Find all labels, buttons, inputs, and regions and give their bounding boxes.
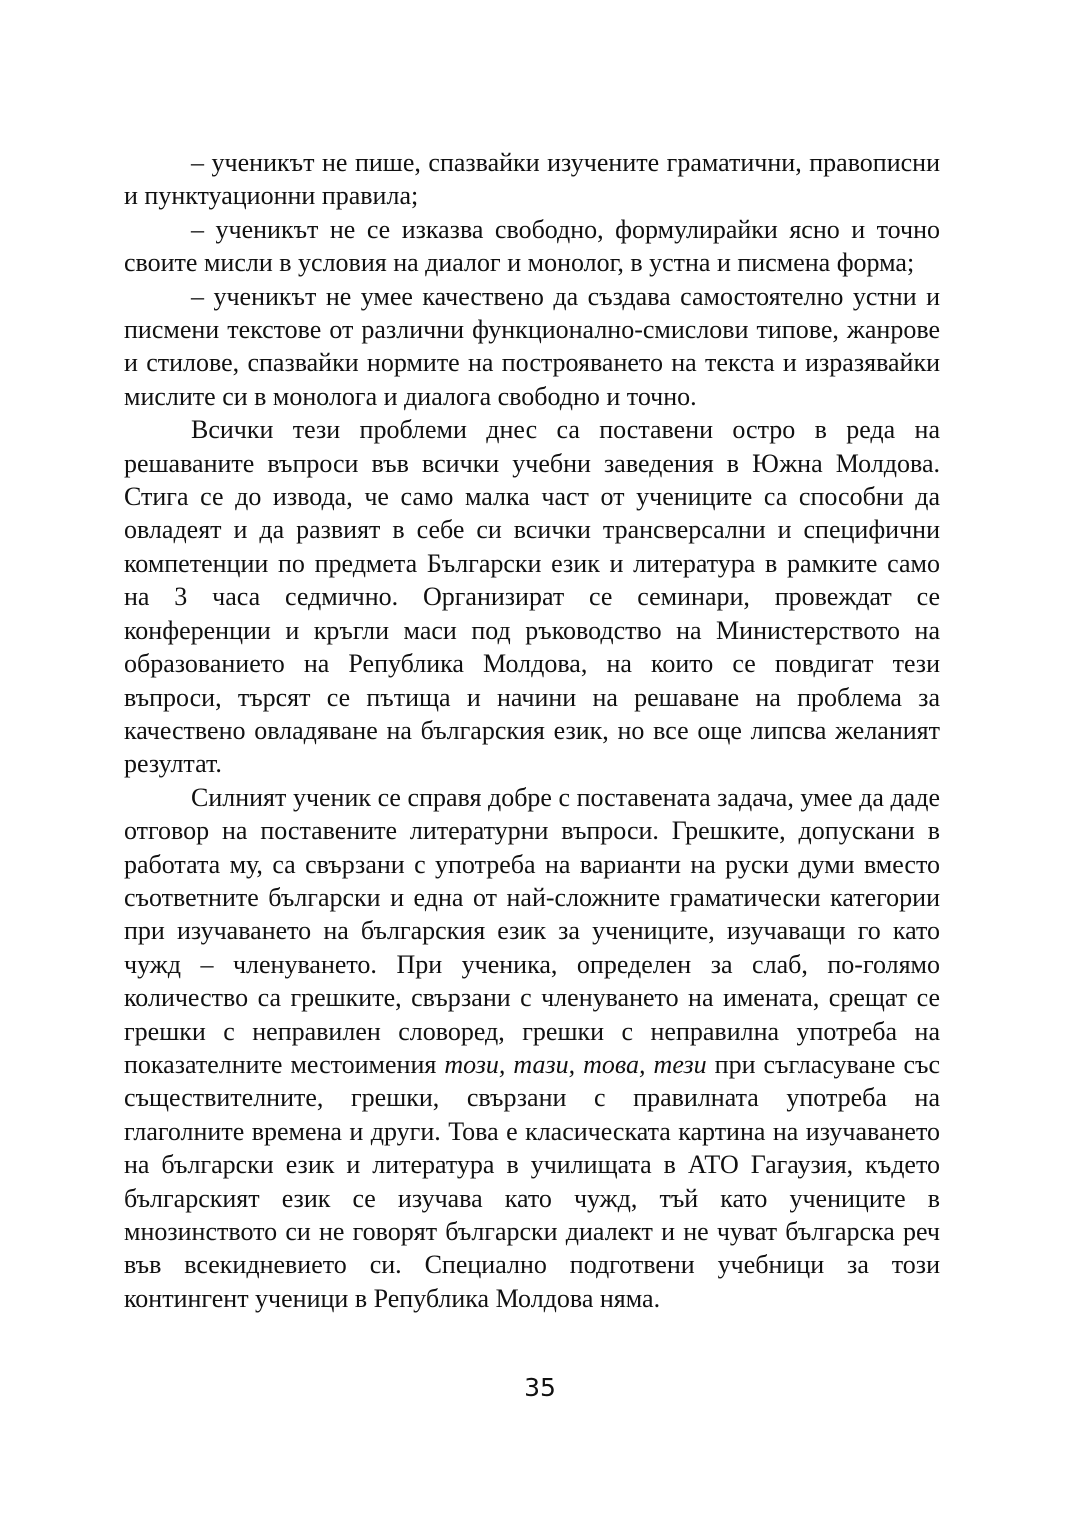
- paragraph-text-creation: – ученикът не умее качествено да създава самостоятелно устни и писмени текстове от различни функционално-смислови типове, жанрове и стилове, спазвайки нормите на построяването на текста и изразявайки мислите си в монолога и диалога свободно и точно.: [124, 281, 940, 411]
- paragraph-free-expression: – ученикът не се изказва свободно, формулирайки ясно и точно своите мисли в условия на диалог и монолог, в устна и писмена форма;: [124, 214, 940, 278]
- page-number: 35: [524, 1373, 556, 1402]
- page-body: [124, 146, 940, 1315]
- paragraph-text-end: при съгласуване със съществителните, грешки, свързани с правилната употреба на глаголните времена и други. Това е класическата картина на изучаването на български език и литература в училищата в АТО Гагаузия, където българският език се изучава като чужд, тъй като учениците в мнозинството си не говорят български диалект и не чуват българска реч във всекидневието си. Специално подготвени учебници за този контингент ученици в Република Молдова няма.: [124, 1049, 940, 1313]
- paragraph-problems-south-moldova: Всички тези проблеми днес са поставени остро в реда на решаваните въпроси във всички учебни заведения в Южна Молдова. Стига се до извода, че само малка част от учениците са способни да овладеят и да развият в себе си всички трансверсални и специфични компетенции по предмета Български език и литература в рамките само на 3 часа седмично. Организират се семинари, провеждат се конференции и кръгли маси под ръководство на Министерството на образованието на Република Молдова, на които се повдигат тези въпроси, търсят се пътища и начини на решаване на проблема за качествено овладяване на българския език, но все още липсва желаният резултат.: [124, 415, 940, 779]
- demonstrative-pronouns-italic: този, тази, това, тези: [444, 1049, 707, 1079]
- paragraph-strong-student: [124, 781, 940, 1316]
- paragraph-text-start: Силният ученик се справя добре с поставената задача, умее да даде отговор на поставените литературни въпроси. Грешките, допускани в работата му, са свързани с употреба на варианти на руски думи вместо съответните български и една от най-сложните граматически категории при изучаването на българския език за учениците, изучаващи го като чужд – членуването. При ученика, определен за слаб, по-голямо количество са грешките, свързани с членуването на имената, срещат се грешки с неправилен словоред, грешки с неправилна употреба на показателните местоимения: [124, 782, 940, 1079]
- paragraph-grammar-rules: – ученикът не пише, спазвайки изучените граматични, правописни и пунктуационни правила;: [124, 148, 940, 211]
